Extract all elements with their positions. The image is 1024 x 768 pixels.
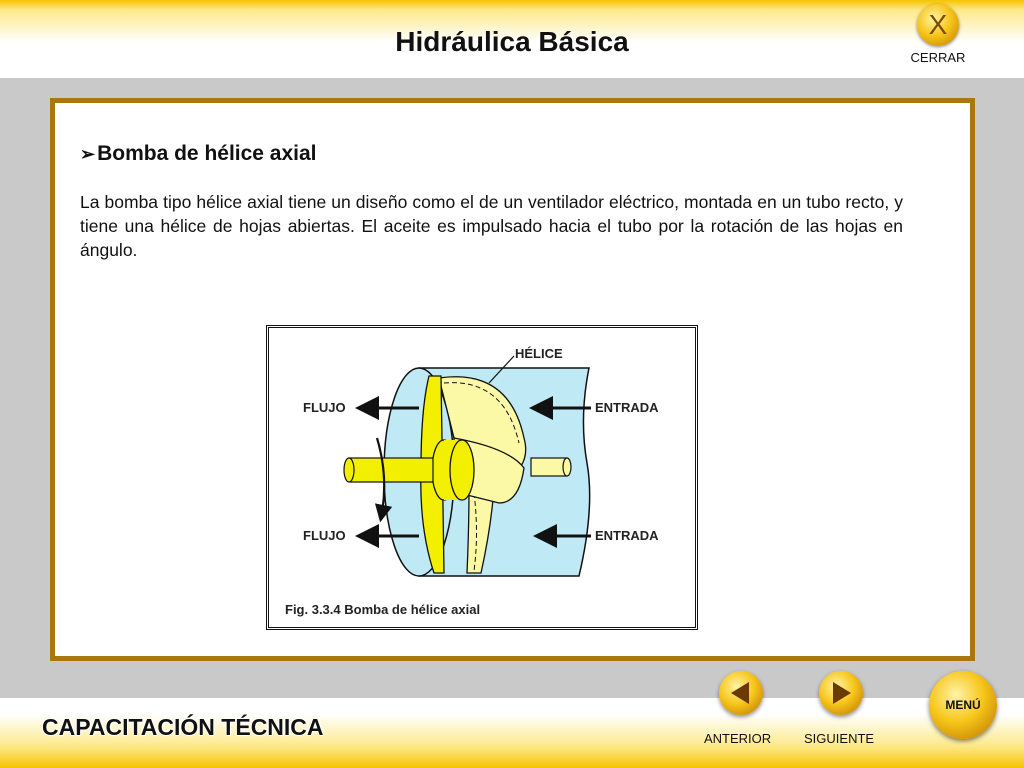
page-title: Hidráulica Básica: [395, 26, 629, 57]
previous-button[interactable]: [719, 671, 763, 715]
label-entrada-bottom: ENTRADA: [595, 528, 659, 543]
figure-caption: Fig. 3.3.4 Bomba de hélice axial: [285, 602, 481, 617]
previous-label: ANTERIOR: [704, 731, 772, 746]
shaft-right: [531, 458, 567, 476]
arrow-left-icon: [719, 671, 763, 715]
bullet-arrow-icon: ➢: [80, 144, 96, 164]
section-heading-text: Bomba de hélice axial: [97, 142, 317, 165]
arrow-right-icon: [819, 671, 863, 715]
label-helice: HÉLICE: [515, 346, 563, 361]
next-label: SIGUIENTE: [804, 731, 875, 746]
label-entrada-top: ENTRADA: [595, 400, 659, 415]
axial-pump-diagram: [269, 328, 695, 627]
label-flujo-top: FLUJO: [303, 400, 346, 415]
section-heading: [80, 142, 317, 166]
close-label: CERRAR: [910, 50, 966, 65]
description-paragraph: La bomba tipo hélice axial tiene un diseño como el de un ventilador eléctrico, montada en un tubo recto, y tiene una hélice de hojas abiertas. El aceite es impulsado hacia el tubo por la rotación de las hojas en ángulo.: [80, 192, 903, 260]
menu-button[interactable]: MENÚ: [929, 671, 997, 739]
close-icon: X: [928, 9, 948, 40]
brand-title: CAPACITACIÓN TÉCNICA: [42, 714, 324, 740]
label-flujo-bottom: FLUJO: [303, 528, 346, 543]
pump-figure: [266, 325, 698, 630]
close-button[interactable]: [917, 4, 959, 46]
shaft-left: [349, 458, 433, 482]
next-button[interactable]: [819, 671, 863, 715]
